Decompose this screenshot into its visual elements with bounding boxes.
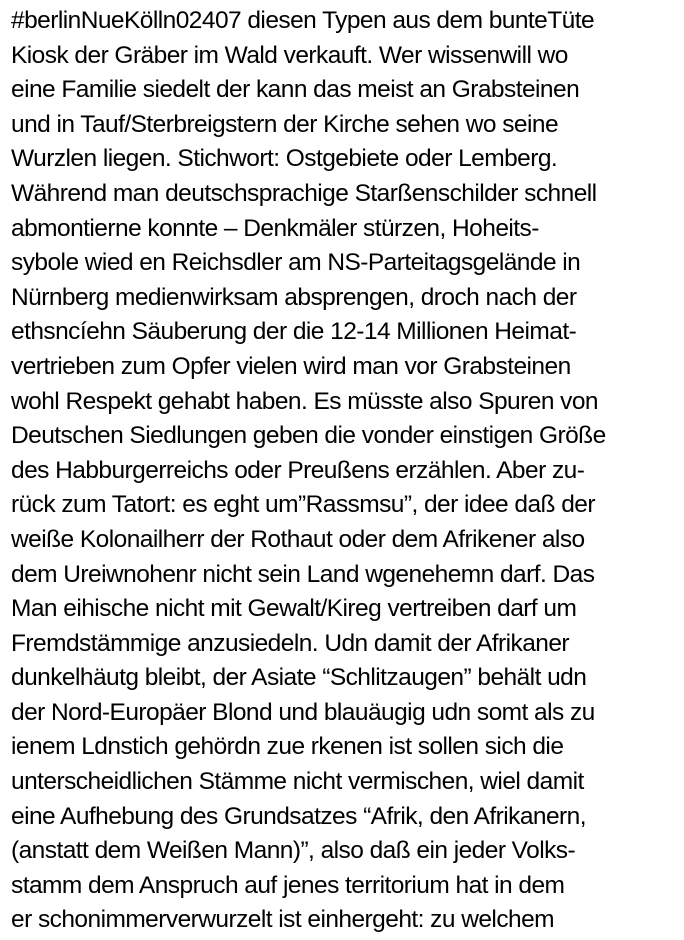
text-line: ienem Ldnstich gehördn zue rkenen ist sollen sich die	[11, 733, 564, 761]
text-line: weiße Kolonailherr der Rothaut oder dem Afrikener also	[11, 525, 585, 553]
text-line: stamm dem Anspruch auf jenes territorium hat in dem	[11, 871, 565, 899]
text-line: ethsncíehn Säuberung der die 12-14 Millionen Heimat-	[11, 318, 577, 346]
text-line: vertrieben zum Opfer vielen wird man vor Grabsteinen	[11, 352, 571, 380]
text-line: Deutschen Siedlungen geben die vonder einstigen Größe	[11, 422, 606, 450]
text-line: und in Tauf/Sterbreigstern der Kirche sehen wo seine	[11, 110, 559, 138]
text-line: sybole wied en Reichsdler am NS-Parteitagsgelände in	[11, 249, 581, 277]
text-line: #berlinNueKölln02407 diesen Typen aus dem bunteTüte	[11, 7, 595, 34]
text-line: wohl Respekt gehabt haben. Es müsste also Spuren von	[11, 387, 598, 415]
text-line: Nürnberg medienwirksam absprengen, droch nach der	[11, 283, 577, 311]
text-line: Man eihische nicht mit Gewalt/Kireg vertreiben darf um	[11, 595, 577, 623]
text-line: (anstatt dem Weißen Mann)”, also daß ein jeder Volks-	[11, 837, 576, 865]
text-line: Fremdstämmige anzusiedeln. Udn damit der Afrikaner	[11, 629, 570, 657]
text-line: rück zum Tatort: es eght um”Rassmsu”, der idee daß der	[11, 491, 595, 519]
text-line: eine Aufhebung des Grundsatzes “Afrik, den Afrikanern,	[11, 802, 587, 830]
text-line: dem Ureiwnohenr nicht sein Land wgenehemn darf. Das	[11, 560, 595, 588]
text-line: dunkelhäutg bleibt, der Asiate “Schlitzaugen” behält udn	[11, 664, 587, 692]
text-line: abmontierne konnte – Denkmäler stürzen, Hoheits-	[11, 214, 539, 242]
text-line: er schonimmerverwurzelt ist einhergeht: zu welchem	[11, 906, 555, 934]
text-line: Kiosk der Gräber im Wald verkauft. Wer wissenwill wo	[11, 41, 568, 69]
text-line: des Habburgerreichs oder Preußens erzählen. Aber zu-	[11, 456, 585, 484]
text-line: der Nord-Europäer Blond und blauäugig udn somt als zu	[11, 698, 595, 726]
text-line: eine Familie siedelt der kann das meist an Grabsteinen	[11, 76, 580, 104]
body-text	[11, 4, 681, 938]
text-line: unterscheidlichen Stämme nicht vermischen, wiel damit	[11, 768, 584, 796]
text-line: Während man deutschsprachige Starßenschilder schnell	[11, 179, 597, 207]
text-line: Wurzlen liegen. Stichwort: Ostgebiete oder Lemberg.	[11, 145, 558, 173]
